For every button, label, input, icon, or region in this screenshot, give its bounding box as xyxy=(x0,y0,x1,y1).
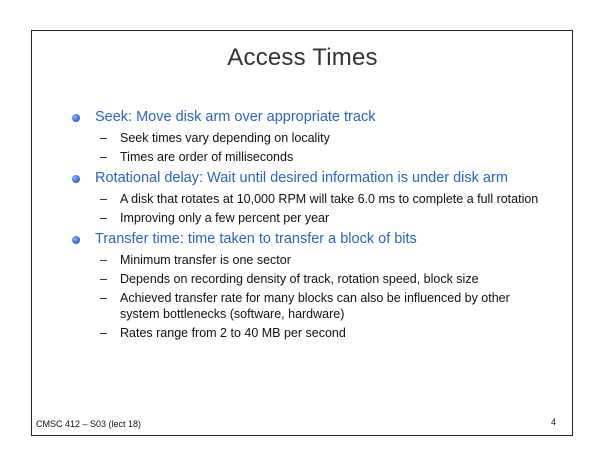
bullet-transfer-time xyxy=(68,230,548,249)
sub-item xyxy=(68,210,548,226)
sub-item xyxy=(68,325,548,341)
sub-list-rotational-delay xyxy=(68,191,548,226)
sub-item-text: Improving only a few percent per year xyxy=(120,211,330,225)
sub-item xyxy=(68,130,548,146)
dash-icon: – xyxy=(100,272,107,286)
dash-icon: – xyxy=(100,211,107,225)
bullet-seek xyxy=(68,108,548,127)
sub-item-text: Seek times vary depending on locality xyxy=(120,131,330,145)
sub-item xyxy=(68,149,548,165)
dash-icon: – xyxy=(100,192,107,206)
page-number: 4 xyxy=(551,417,557,427)
blue-sphere-bullet-icon xyxy=(72,236,80,244)
dash-icon: – xyxy=(100,291,107,305)
blue-sphere-bullet-icon xyxy=(72,175,80,183)
sub-item-text: Achieved transfer rate for many blocks can also be influenced by other system bottlenecks (software, hardware) xyxy=(120,291,510,321)
sub-item-text: Rates range from 2 to 40 MB per second xyxy=(120,326,346,340)
sub-item xyxy=(68,252,548,268)
dash-icon: – xyxy=(100,253,107,267)
dash-icon: – xyxy=(100,150,107,164)
blue-sphere-bullet-icon xyxy=(72,114,80,122)
sub-item xyxy=(68,191,548,207)
sub-list-transfer-time xyxy=(68,252,548,341)
bullet-text: Seek: Move disk arm over appropriate track xyxy=(95,109,376,125)
slide-content xyxy=(68,108,548,345)
dash-icon: – xyxy=(100,326,107,340)
footer-course-label: CMSC 412 – S03 (lect 18) xyxy=(36,419,142,429)
bullet-rotational-delay xyxy=(68,169,548,188)
sub-item-text: Depends on recording density of track, rotation speed, block size xyxy=(120,272,479,286)
bullet-text: Transfer time: time taken to transfer a block of bits xyxy=(95,231,417,247)
sub-item xyxy=(68,271,548,287)
bullet-text: Rotational delay: Wait until desired information is under disk arm xyxy=(95,170,508,186)
sub-item-text: Minimum transfer is one sector xyxy=(120,253,291,267)
slide-title: Access Times xyxy=(227,44,378,71)
dash-icon: – xyxy=(100,131,107,145)
sub-list-seek xyxy=(68,130,548,165)
sub-item-text: Times are order of milliseconds xyxy=(120,150,294,164)
sub-item-text: A disk that rotates at 10,000 RPM will take 6.0 ms to complete a full rotation xyxy=(120,192,539,206)
sub-item xyxy=(68,290,548,322)
